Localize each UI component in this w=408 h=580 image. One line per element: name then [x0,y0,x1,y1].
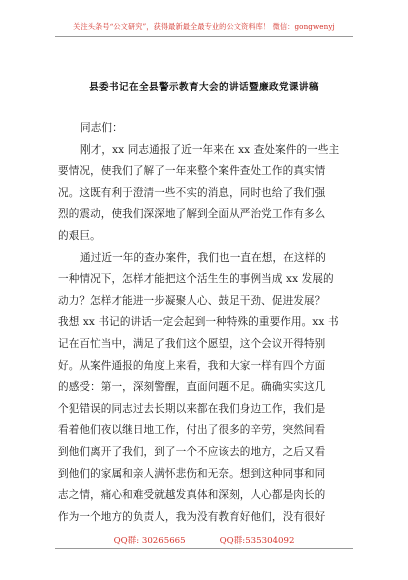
body-line: 作为一个地方的负责人，我为没有教育好他们，没有很好 [58,510,326,523]
body-line: 我想 xx 书记的讲话一定会起到一种特殊的重要作用。xx 书 [58,316,339,329]
body-line: 志之情，痛心和难受就越发真体和深刻，人心都是肉长的 [58,489,326,502]
body-line: 到他们离开了我们，到了一个不应该去的地方，之后又看 [58,445,326,458]
body-line: 一种情况下，怎样才能把这个活生生的事例当成 xx 发展的 [58,273,334,286]
body-line: 看着他们夜以继日地工作，付出了很多的辛劳，突然间看 [58,424,326,437]
body-line: 的艰巨。 [58,229,101,242]
body-line: 动力？怎样才能进一步凝聚人心、鼓足干劲、促进发展？ [58,294,326,307]
body-line: 通过近一年的查办案件，我们也一直在想，在这样的 [80,251,326,264]
body-line: 到他们的家属和亲人满怀悲伤和无奈。想到这种同事和同 [58,467,326,480]
body-line: 的感受：第一，深刻警醒，直面问题不足。确确实实这几 [58,381,326,394]
body-line: 记在百忙当中，满足了我们这个愿望，这个会议开得特别 [58,337,326,350]
header-notice: 关注头条号“公文研究”，获得最新最全最专业的公文资料库！ 微信：gongwenyj [73,22,335,31]
footer-contact [0,534,408,546]
footer-divider [55,548,353,549]
footer-qq-group-2: QQ群:535304092 [219,536,295,546]
document-title: 县委书记在全县警示教育大会的讲话暨廉政党课讲稿 [89,82,319,93]
document-body [58,118,350,528]
body-line: 况。这既有利于澄清一些不实的消息，同时也给了我们强 [58,186,326,199]
header-divider [55,36,353,37]
salutation-line: 同志们： [80,122,123,134]
footer-qq-group-1: QQ群: 30265665 [113,536,186,546]
body-line: 好。从案件通报的角度上来看，我和大家一样有四个方面 [58,359,326,372]
body-line: 个犯错误的同志过去长期以来都在我们身边工作，我们是 [58,402,326,415]
body-line: 烈的震动，使我们深深地了解到全面从严治党工作有多么 [58,208,326,221]
body-line: 要情况，使我们了解了一年来整个案件查处工作的真实情 [58,165,326,178]
body-line: 刚才，xx 同志通报了近一年来在 xx 查处案件的一些主 [80,143,340,156]
